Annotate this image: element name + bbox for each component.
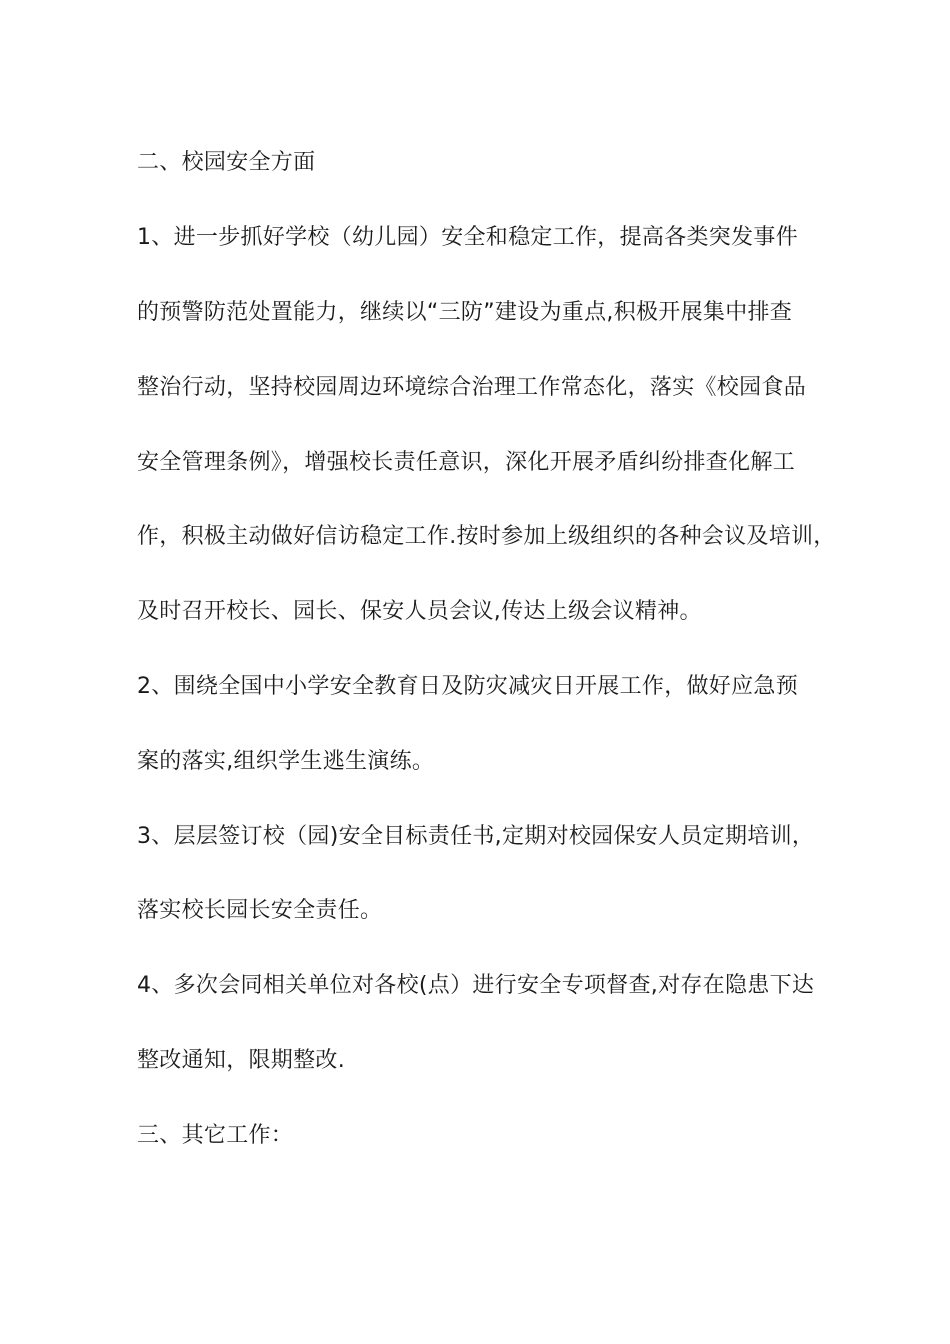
text-line: 3、层层签订校（园)安全目标责任书,定期对校园保安人员定期培训， [137, 824, 815, 849]
text-line: 4、多次会同相关单位对各校(点）进行安全专项督查,对存在隐患下达 [137, 973, 815, 998]
section-heading-campus-safety: 二、校园安全方面 [137, 150, 316, 175]
text-line: 安全管理条例》，增强校长责任意识，深化开展矛盾纠纷排查化解工 [137, 450, 796, 475]
text-line: 作，积极主动做好信访稳定工作.按时参加上级组织的各种会议及培训， [137, 524, 836, 549]
text-line: 案的落实,组织学生逃生演练。 [137, 749, 435, 774]
text-line: 整治行动，坚持校园周边环境综合治理工作常态化，落实《校园食品 [137, 375, 807, 400]
text-line: 1、进一步抓好学校（幼儿园）安全和稳定工作，提高各类突发事件 [137, 225, 798, 250]
text-line: 及时召开校长、园长、保安人员会议,传达上级会议精神。 [137, 599, 702, 624]
text-line: 落实校长园长安全责任。 [137, 898, 383, 923]
text-line: 2、围绕全国中小学安全教育日及防灾减灾日开展工作，做好应急预 [137, 674, 798, 699]
section-heading-other-work: 三、其它工作： [137, 1123, 294, 1148]
text-line: 整改通知，限期整改. [137, 1048, 345, 1073]
text-line: 的预警防范处置能力，继续以“三防”建设为重点,积极开展集中排查 [137, 300, 793, 325]
